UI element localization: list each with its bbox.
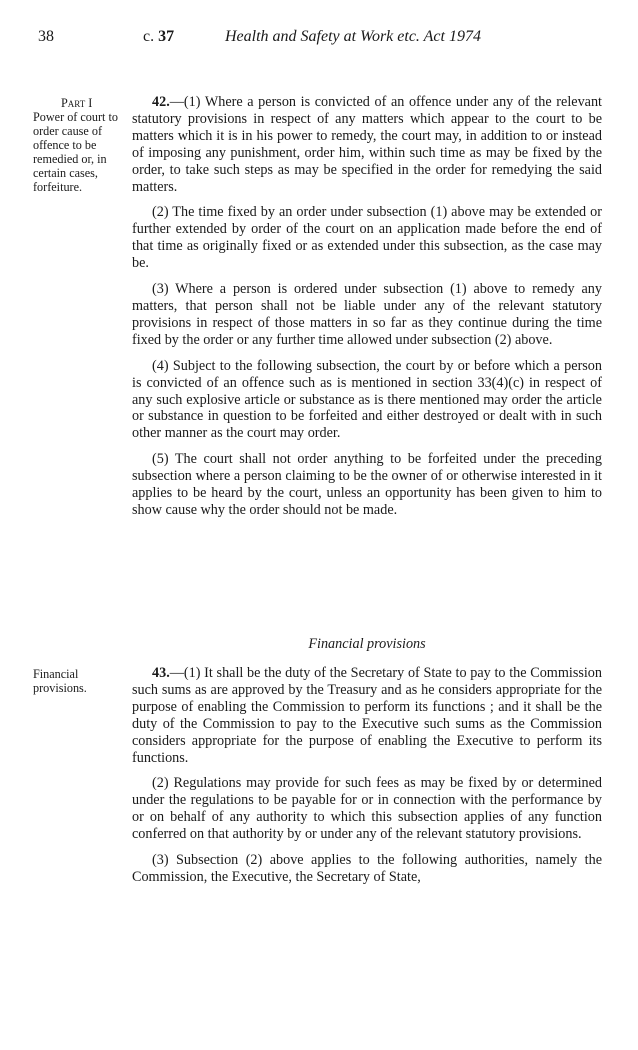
s43-margin-note: Financial provisions. [33, 667, 87, 695]
s42-para-3: (3) Where a person is ordered under subsection (1) above to remedy any matters, that person shall not be liable under any of the relevant statutory provisions in respect of those matters in so far as they continue during the time fixed by the order or any further time allowed under subsection (2) above. [132, 281, 602, 348]
act-title: Health and Safety at Work etc. Act 1974 [225, 28, 481, 45]
part-label [61, 96, 128, 110]
page-number: 38 [38, 28, 54, 45]
margin-note-section-42 [33, 96, 128, 194]
s43-para-1 [132, 665, 602, 766]
section-43 [132, 665, 602, 886]
s43-para-2: (2) Regulations may provide for such fees as may be fixed by or determined under the regulations to be payable for or in connection with the performance by or on behalf of any authority to which this subsection applies of any function conferred on that authority by or under any of the relevant statutory provisions. [132, 775, 602, 843]
s42-margin-note: Power of court to order cause of offence to be remedied or, in certain cases, forfeiture. [33, 110, 118, 194]
chapter-number: 37 [158, 28, 175, 45]
section-heading: Financial provisions [308, 636, 426, 652]
s42-para-5: (5) The court shall not order anything to be forfeited under the preceding subsection where a person claiming to be the owner of or otherwise interested in it applies to be heard by the court, unless an opportunity has been given to him to show cause why the order should not be made. [132, 451, 602, 518]
running-header [0, 28, 638, 52]
s42-para-2: (2) The time fixed by an order under subsection (1) above may be extended or further extended by order of the court on an application made before the end of that time as originally fixed or as extended under this subsection, as the case may be. [132, 204, 602, 272]
s43-para-1-text: —(1) It shall be the duty of the Secretary of State to pay to the Commission such sums as are approved by the Treasury and as he considers appropriate for the purpose of enabling the Commission to perform its functions ; and it shall be the duty of the Commission to pay to the Executive such sums as the Commission considers appropriate for the purpose of enabling the Executive to perform its functions. [132, 665, 602, 766]
margin-note-section-43 [33, 667, 128, 695]
chapter-prefix: c. [143, 28, 159, 45]
section-number: 42. [152, 94, 170, 110]
s42-para-1 [132, 94, 602, 195]
part-label-text: Part I [61, 96, 93, 110]
section-number: 43. [152, 665, 170, 681]
chapter-reference [143, 28, 174, 46]
s43-para-3: (3) Subsection (2) above applies to the following authorities, namely the Commission, the Executive, the Secretary of State, [132, 852, 602, 885]
s42-para-4: (4) Subject to the following subsection, the court by or before which a person is convicted of an offence such as is mentioned in section 33(4)(c) in respect of any such explosive article or substance as is there mentioned may order the article or substance in question to be forfeited and either destroyed or dealt with in such other manner as the court may order. [132, 357, 602, 442]
s42-para-1-text: —(1) Where a person is convicted of an offence under any of the relevant statutory provisions in respect of any matters which appear to the court to be matters which it is in his power to remedy, the court may, in addition to or instead of imposing any punishment, order him, within such time as may be fixed by the order, to take such steps as may be specified in the order for remedying the said matters. [132, 94, 602, 195]
section-42 [132, 94, 602, 519]
